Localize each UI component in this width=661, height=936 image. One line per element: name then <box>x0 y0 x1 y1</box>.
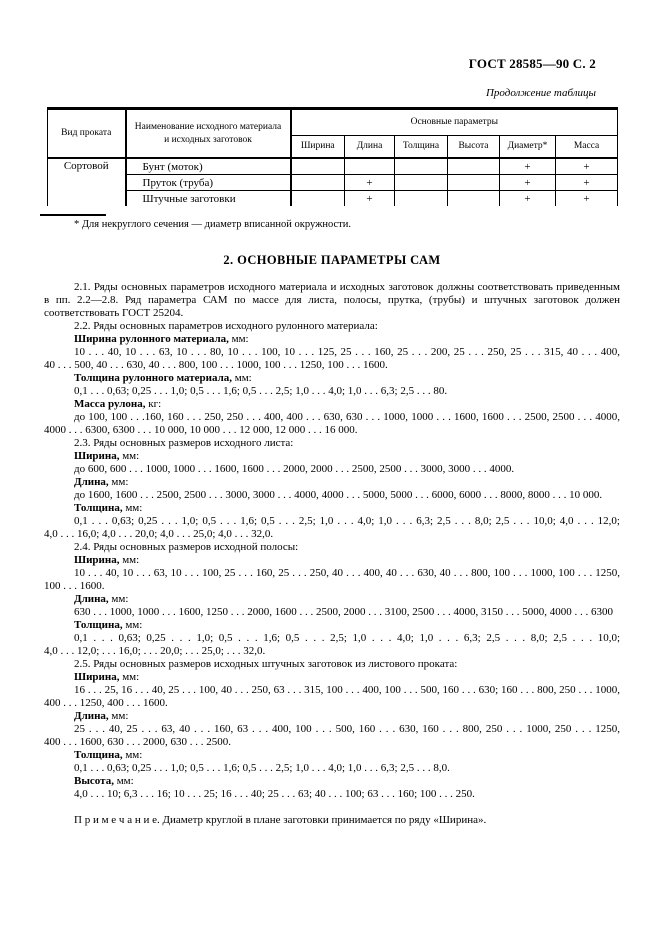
cell-mark-length: + <box>345 191 395 207</box>
label-blank-length: Длина, мм: <box>74 710 129 722</box>
cell-mark-height <box>448 175 500 191</box>
cell-material-name: Штучные заготовки <box>126 191 291 207</box>
cell-mark-width <box>291 175 345 191</box>
col-header-width: Ширина <box>291 136 345 159</box>
cell-mark-thickness <box>395 175 448 191</box>
col-group-main-parameters: Основные параметры <box>291 109 618 136</box>
cell-mark-height <box>448 158 500 175</box>
table-footnote: * Для некруглого сечения — диаметр вписанной окружности. <box>74 219 351 230</box>
table-row <box>48 175 618 191</box>
series-blank-width: 16 . . . 25, 16 . . . 40, 25 . . . 100, 40 . . . 250, 63 . . . 315, 100 . . . 400, 100 . . . 500, 160 . . . 630; 160 . . . 800, 250 . . . 1000, 400 . . . 1250, 400 . . . 1600. <box>44 684 620 709</box>
parameters-table <box>47 107 618 206</box>
series-mass-roll: до 100, 100 . . .160, 160 . . . 250, 250 . . . 400, 400 . . . 630, 630 . . . 1000, 1000 . . . 1600, 1600 . . . 2500, 2500 . . . 4000, 4000 . . . 6300, 6300 . . . 10 000, 10 000 . . . 12 000, 12 000 . . . 16 000. <box>44 411 620 436</box>
series-sheet-length: до 1600, 1600 . . . 2500, 2500 . . . 3000, 3000 . . . 4000, 4000 . . . 5000, 5000 . . . 6000, 6000 . . . 8000, 8000 . . . 10 000. <box>74 489 603 501</box>
cell-mark-diameter: + <box>500 191 556 207</box>
series-strip-thickness: 0,1 . . . 0,63; 0,25 . . . 1,0; 0,5 . . . 1,6; 0,5 . . . 2,5; 1,0 . . . 4,0; 1,0 . . . 6,3; 2,5 . . . 8,0; 2,5 . . . 10,0; 4,0 . . . 12,0; . . . 16,0; . . . 20,0; . . . 25,0; . . . 32,0. <box>44 632 620 657</box>
cell-mark-thickness <box>395 158 448 175</box>
label-thickness-roll: Толщина рулонного материала, мм: <box>74 372 252 384</box>
table-row <box>48 158 618 175</box>
cell-mark-length: + <box>345 175 395 191</box>
col-header-mass: Масса <box>556 136 618 159</box>
label-strip-width: Ширина, мм: <box>74 554 140 566</box>
col-header-material-name: Наименование исходного материала и исходных заготовок <box>126 109 291 159</box>
cell-mark-thickness <box>395 191 448 207</box>
col-header-diameter: Диаметр* <box>500 136 556 159</box>
table-continuation-label: Продолжение таблицы <box>485 87 596 99</box>
label-blank-height: Высота, мм: <box>74 775 134 787</box>
label-sheet-length: Длина, мм: <box>74 476 129 488</box>
cell-mark-diameter: + <box>500 175 556 191</box>
label-sheet-width: Ширина, мм: <box>74 450 140 462</box>
cell-mark-length <box>345 158 395 175</box>
series-blank-thickness: 0,1 . . . 0,63; 0,25 . . . 1,0; 0,5 . . . 1,6; 0,5 . . . 2,5; 1,0 . . . 4,0; 1,0 . . . 6,3; 2,5 . . . 8,0. <box>74 762 450 774</box>
cell-mark-width <box>291 158 345 175</box>
table-header-row <box>48 109 618 136</box>
col-header-rolled-type: Вид проката <box>48 109 126 159</box>
cell-mark-mass: + <box>556 175 618 191</box>
paragraphs <box>44 281 620 827</box>
cell-mark-height <box>448 191 500 207</box>
cell-mark-mass: + <box>556 158 618 175</box>
series-blank-length: 25 . . . 40, 25 . . . 63, 40 . . . 160, 63 . . . 400, 100 . . . 500, 160 . . . 630, 160 . . . 800, 250 . . . 1000, 250 . . . 1250, 400 . . . 1600, 630 . . . 2000, 630 . . . 2500. <box>44 723 620 748</box>
cell-mark-mass: + <box>556 191 618 207</box>
cell-material-name: Пруток (труба) <box>126 175 291 191</box>
footnote-rule <box>40 214 106 216</box>
para-2-4: 2.4. Ряды основных размеров исходной полосы: <box>74 541 299 553</box>
series-thickness-roll: 0,1 . . . 0,63; 0,25 . . . 1,0; 0,5 . . . 1,6; 0,5 . . . 2,5; 1,0 . . . 4,0; 1,0 . . . 6,3; 2,5 . . . 80. <box>74 385 448 397</box>
col-header-length: Длина <box>345 136 395 159</box>
section-title: 2. ОСНОВНЫЕ ПАРАМЕТРЫ САМ <box>223 253 441 267</box>
series-sheet-width: до 600, 600 . . . 1000, 1000 . . . 1600, 1600 . . . 2000, 2000 . . . 2500, 2500 . . . 3000, 3000 . . . 4000. <box>74 463 515 475</box>
series-sheet-thickness: 0,1 . . . 0,63; 0,25 . . . 1,0; 0,5 . . . 1,6; 0,5 . . . 2,5; 1,0 . . . 4,0; 1,0 . . . 6,3; 2,5 . . . 8,0; 2,5 . . . 10,0; 4,0 . . . 12,0; 4,0 . . . 16,0; 4,0 . . . 20,0; 4,0 . . . 25,0; 4,0 . . . 32,0. <box>44 515 620 540</box>
cell-rolled-type: Сортовой <box>48 158 126 206</box>
label-width-roll: Ширина рулонного материала, мм: <box>74 333 249 345</box>
label-mass-roll: Масса рулона, кг: <box>74 398 162 410</box>
label-sheet-thickness: Толщина, мм: <box>74 502 143 514</box>
col-header-height: Высота <box>448 136 500 159</box>
series-strip-width: 10 . . . 40, 10 . . . 63, 10 . . . 100, 25 . . . 160, 25 . . . 250, 40 . . . 400, 40 . . . 630, 40 . . . 800, 100 . . . 1000, 100 . . . 1250, 100 . . . 1600. <box>44 567 620 592</box>
para-2-3: 2.3. Ряды основных размеров исходного листа: <box>74 437 294 449</box>
label-strip-length: Длина, мм: <box>74 593 129 605</box>
para-2-5: 2.5. Ряды основных размеров исходных штучных заготовок из листового проката: <box>74 658 458 670</box>
series-strip-length: 630 . . . 1000, 1000 . . . 1600, 1250 . . . 2000, 1600 . . . 2500, 2000 . . . 3100, 2500 . . . 4000, 3150 . . . 5000, 4000 . . . 6300 <box>74 606 613 618</box>
table-row <box>48 191 618 207</box>
para-2-1: 2.1. Ряды основных параметров исходного материала и исходных заготовок должны соответствовать приведенным в пп. 2.2—2.8. Ряд параметра САМ по массе для листа, полосы, прутка, (трубы) и штучных заготовок должен соответствовать ГОСТ 25204. <box>44 281 620 319</box>
col-header-thickness: Толщина <box>395 136 448 159</box>
label-strip-thickness: Толщина, мм: <box>74 619 143 631</box>
label-blank-thickness: Толщина, мм: <box>74 749 143 761</box>
series-width-roll: 10 . . . 40, 10 . . . 63, 10 . . . 80, 10 . . . 100, 10 . . . 125, 25 . . . 160, 25 . . . 200, 25 . . . 250, 25 . . . 315, 40 . . . 400, 40 . . . 500, 40 . . . 630, 40 . . . 800, 100 . . . 1000, 100 . . . 1250, 100 . . . 1600. <box>44 346 620 371</box>
doc-reference: ГОСТ 28585—90 С. 2 <box>468 56 596 71</box>
para-2-2: 2.2. Ряды основных параметров исходного рулонного материала: <box>74 320 378 332</box>
cell-mark-width <box>291 191 345 207</box>
cell-material-name: Бунт (моток) <box>126 158 291 175</box>
series-blank-height: 4,0 . . . 10; 6,3 . . . 16; 10 . . . 25; 16 . . . 40; 25 . . . 63; 40 . . . 100; 63 . . . 160; 100 . . . 250. <box>74 788 475 800</box>
cell-mark-diameter: + <box>500 158 556 175</box>
note: П р и м е ч а н и е. Диаметр круглой в плане заготовки принимается по ряду «Ширина». <box>74 814 487 826</box>
label-blank-width: Ширина, мм: <box>74 671 140 683</box>
